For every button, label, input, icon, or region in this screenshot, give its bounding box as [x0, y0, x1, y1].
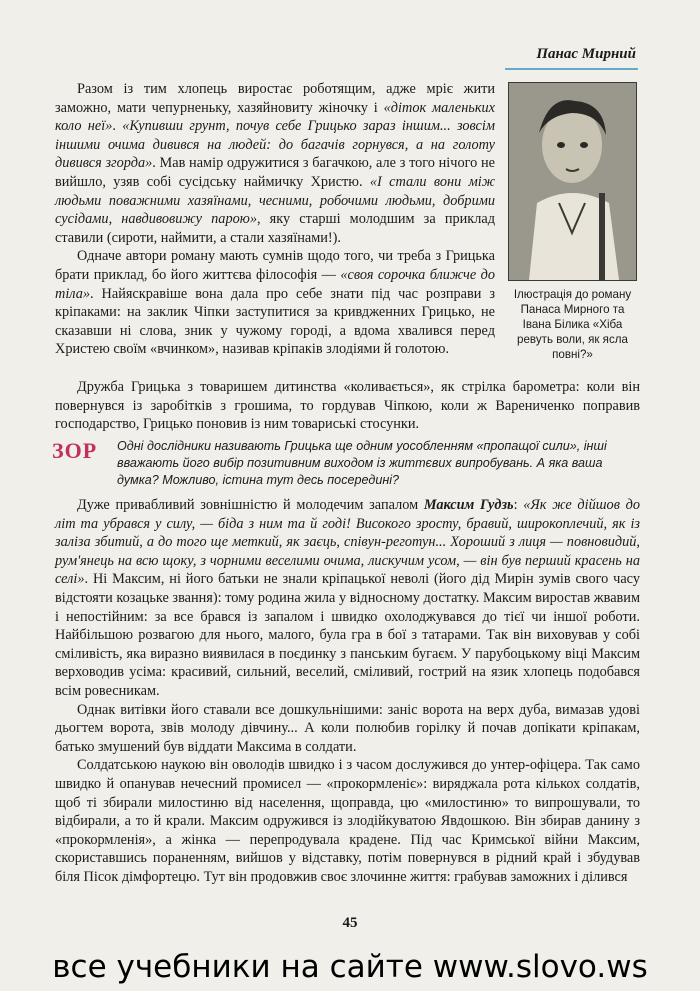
paragraph-3: Дружба Грицька з товаришем дитинства «коливається», як стрілка барометра: коли він повернувся із заробітків з грошима, то гордував Чіпкою, коли ж Варениченко поправив господарство, Грицько поновив із ним товариські стосунки.	[55, 379, 640, 433]
illustration-caption: Ілюстрація до роману Панаса Мирного та Івана Білика «Хіба ревуть воли, як ясла повні?»	[513, 288, 632, 361]
illustration-figure	[505, 82, 640, 362]
illustration-image	[508, 82, 637, 281]
running-header: Панас Мирний	[536, 46, 636, 62]
header-rule	[505, 68, 638, 70]
paragraph-5: Однак витівки його ставали все дошкульнішими: заніс ворота на верх дуба, вимазав удові дьогтем ворота, звів молоду дівчину... А коли полюбив горілку й почав допікати кріпакам, батько змушений був віддати Максима в солдати.	[55, 701, 640, 755]
paragraph-1: Разом із тим хлопець виростає роботящим, адже мріє жити заможно, мати чепурненьку, хазяйновиту жіночку і «діток маленьких коло неї». «Купивши грунт, почув себе Грицько зараз іншим... зовсім іншими очима дивився на людей: до багачів горнувся, а на голоту дивився згорда». Мав намір одружитися з багачкою, але з того нічого не вийшло, узяв собі сусідську наймичку Христю. «І стали вони між людьми поважними хазяїнами, чесними, робочими людьми, добрими сусідами, навдивовижу парою», яку старші молодшим за приклад ставили (сироти, наймити, а стали хазяїнами!).	[55, 81, 495, 246]
page-number: 45	[342, 915, 358, 931]
text-column-top	[55, 80, 495, 359]
footer-watermark-text: все учебники на сайте www.slovo.ws	[52, 949, 648, 985]
paragraph-2: Одначе автори роману мають сумнів щодо того, чи треба з Грицька брати приклад, бо його життєва філософія — «своя сорочка ближче до тіла». Найяскравіше вона дала про себе знати під час розправи з кріпаками: на заклик Чіпки заступитися за кривдженних Грицько, не сказавши ні слова, зник у чужому городі, а вдома хвалився перед Христею своїм «вчинком», називав кріпаків злодіями й голотою.	[55, 248, 495, 358]
text-column-bottom	[55, 496, 640, 886]
zor-label: ЗОР	[52, 438, 98, 463]
paragraph-6: Солдатською наукою він оволодів швидко і з часом дослужився до унтер-офіцера. Так само швидко й опанував нечесний промисел — «прокормленіє»: виряджала рота кількох солдатів, щоб ті збирали милостиню від населення, щоправда, цю «милостиню» то випрошували, то відбирали, а то й крали. Максим одружився із злодійкуватою Явдошкою. Він збирав данину з «прокормленія», а жінка — перепродувала крадене. Під час Кримської війни Максим, скориставшись пораненням, вийшов у відставку, потім повернувся в рідний край і збудував біля Пісок дімфортецю. Тут він продовжив своє злочинне життя: грабував заможних і ділився	[55, 757, 640, 885]
boy-portrait-icon	[509, 83, 636, 280]
paragraph-4: Дуже привабливий зовнішністю й молодечим запалом Максим Гудзь: «Як же дійшов до літ та убрався у силу, — біда з ним та й годі! Високого зросту, бравий, широкоплечий, як із заліза збитий, а до того ще меткий, як заєць, співун-реготун... Хороший з лиця — повновидий, рум'янець на всю щоку, з чорними веселими очима, лискучим усом, — він був перший красень на селі». Ні Максим, ні його батьки не знали кріпацької неволі (його дід Мирін зумів свого часу відстояти козацьке звання): тому родина жила у відносному достатку. Максим виростав жвавим і непостійним: за все брався із запалом і швидко охолоджувався до тієї чи іншої роботи. Найбільшою розвагою для нього, малого, була гра в бої з татарами. Так він виховував у собі сміливість, яка виразно виявилася в поєдинку з панським бугаєм. У парубоцькому віці Максим верховодив усіма: красивий, сильний, веселий, сміливий, гострий на язик хлопець подобався всім ровесникам.	[55, 497, 641, 699]
zor-question: Одні дослідники називають Грицька ще одним уособленням «пропащої сили», інші вважають його вибір позитивним виходом із життєвих випробувань. А яка ваша думка? Можливо, істина тут десь посередині?	[117, 439, 607, 487]
